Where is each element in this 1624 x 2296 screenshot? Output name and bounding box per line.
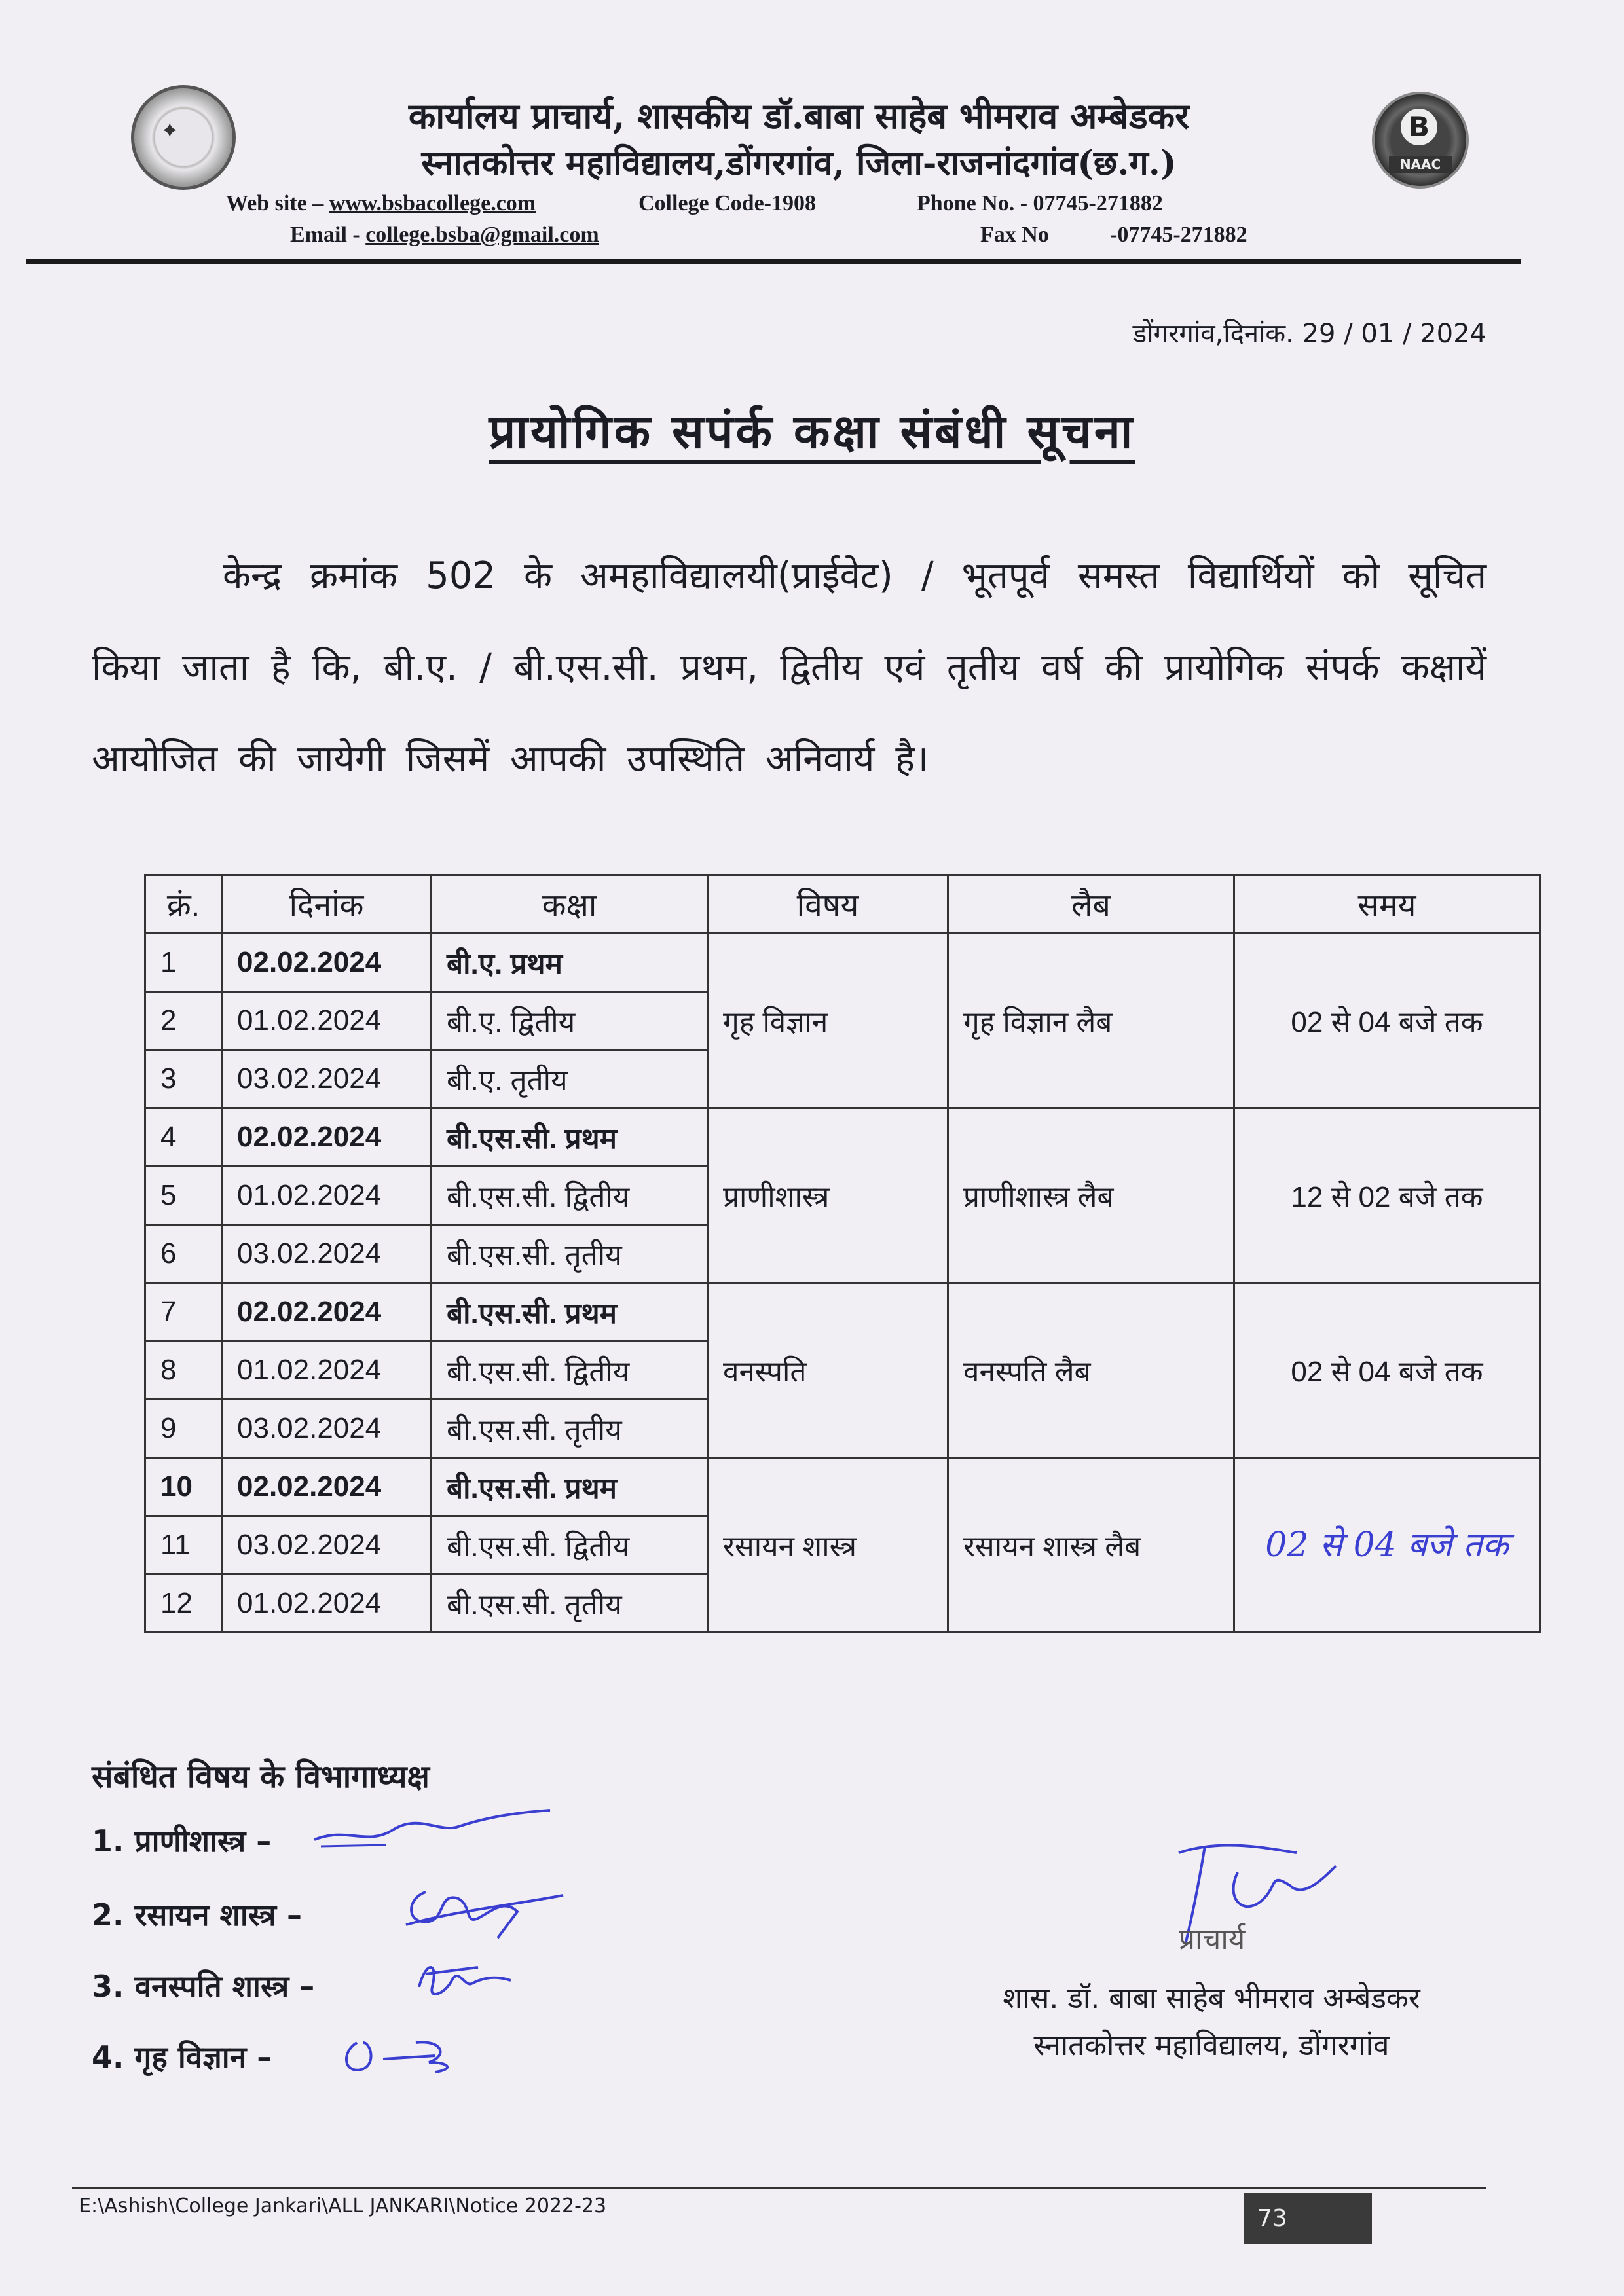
row-subject: प्राणीशास्त्र [708, 1108, 948, 1283]
row-number: 12 [145, 1575, 222, 1633]
table-row [145, 934, 1540, 992]
email-row [290, 223, 599, 247]
header-divider [26, 259, 1521, 264]
row-class: बी.ए. द्वितीय [432, 992, 708, 1050]
header-cell: समय [1234, 875, 1540, 934]
email-label: Email - [290, 223, 360, 247]
principal-line-2: स्नातकोत्तर महाविद्यालय, डोंगरगांव [1033, 2029, 1390, 2062]
row-lab: गृह विज्ञान लैब [948, 934, 1234, 1108]
notice-paragraph: केन्द्र क्रमांक 502 के अमहाविद्यालयी(प्राईवेट) / भूतपूर्व समस्त विद्यार्थियों को सूचित किया जाता है कि, बी.ए. / बी.एस.सी. प्रथम, द्वितीय एवं तृतीय वर्ष की प्रायोगिक संपर्क कक्षायें आयोजित की जायेगी जिसमें आपकी उपस्थिति अनिवार्य है। [92, 555, 1486, 780]
row-class: बी.एस.सी. द्वितीय [432, 1341, 708, 1400]
signature-zoology [308, 1800, 557, 1859]
header-cell: दिनांक [222, 875, 432, 934]
principal-line-1: शास. डॉ. बाबा साहेब भीमराव अम्बेडकर [1003, 1982, 1420, 2015]
table-header-row [145, 875, 1540, 934]
principal-role: प्राचार्य [1179, 1923, 1246, 1956]
row-class: बी.एस.सी. प्रथम [432, 1458, 708, 1516]
row-number: 4 [145, 1108, 222, 1167]
table-row [145, 1283, 1540, 1341]
department-item: 2. रसायन शास्त्र – [92, 1897, 303, 1933]
header-cell: लैब [948, 875, 1234, 934]
row-date: 01.02.2024 [222, 992, 432, 1050]
row-lab: वनस्पति लैब [948, 1283, 1234, 1458]
department-item: 1. प्राणीशास्त्र – [92, 1823, 272, 1859]
phone: Phone No. - 07745-271882 [917, 191, 1163, 215]
row-number: 3 [145, 1050, 222, 1108]
row-date: 03.02.2024 [222, 1400, 432, 1458]
row-subject: वनस्पति [708, 1283, 948, 1458]
header-cell: क्रं. [145, 875, 222, 934]
row-date: 02.02.2024 [222, 1283, 432, 1341]
row-date: 01.02.2024 [222, 1575, 432, 1633]
footer-divider [72, 2187, 1486, 2189]
footer-file-path: E:\Ashish\College Jankari\ALL JANKARI\Notice 2022-23 [79, 2195, 607, 2217]
row-time: 02 से 04 बजे तक [1234, 1283, 1540, 1458]
row-class: बी.ए. तृतीय [432, 1050, 708, 1108]
row-date: 03.02.2024 [222, 1225, 432, 1283]
row-subject: रसायन शास्त्र [708, 1458, 948, 1633]
row-number: 6 [145, 1225, 222, 1283]
schedule-table [144, 874, 1541, 1633]
signature-chemistry [399, 1872, 570, 1944]
website-link[interactable]: www.bsbacollege.com [329, 191, 536, 215]
naac-grade: B [1401, 109, 1437, 145]
row-subject: गृह विज्ञान [708, 934, 948, 1108]
page-number: 73 [1244, 2193, 1372, 2244]
row-lab: प्राणीशास्त्र लैब [948, 1108, 1234, 1283]
fax: -07745-271882 [1110, 223, 1247, 247]
signature-home-science [337, 2023, 488, 2082]
row-number: 5 [145, 1167, 222, 1225]
naac-label: NAAC [1389, 156, 1452, 173]
row-class: बी.ए. प्रथम [432, 934, 708, 992]
table-row [145, 1108, 1540, 1167]
row-date: 03.02.2024 [222, 1516, 432, 1575]
row-number: 8 [145, 1341, 222, 1400]
email-link[interactable]: college.bsba@gmail.com [365, 223, 599, 247]
website-row [226, 191, 536, 216]
row-class: बी.एस.सी. तृतीय [432, 1575, 708, 1633]
row-number: 9 [145, 1400, 222, 1458]
row-date: 02.02.2024 [222, 1108, 432, 1167]
department-item: 3. वनस्पति शास्त्र – [92, 1969, 315, 2004]
departments-heading: संबंधित विषय के विभागाध्यक्ष [92, 1758, 430, 1795]
row-number: 11 [145, 1516, 222, 1575]
row-date: 03.02.2024 [222, 1050, 432, 1108]
row-date: 02.02.2024 [222, 1458, 432, 1516]
row-date: 01.02.2024 [222, 1341, 432, 1400]
table-row [145, 1458, 1540, 1516]
website-label: Web site – [226, 191, 324, 215]
college-logo: ✦ [131, 85, 236, 190]
row-class: बी.एस.सी. प्रथम [432, 1108, 708, 1167]
notice-title: प्रायोगिक सपंर्क कक्षा संबंधी सूचना [489, 404, 1135, 459]
header-line-2: स्नातकोत्तर महाविद्यालय,डोंगरगांव, जिला-राजनांदगांव(छ.ग.) [421, 143, 1177, 183]
row-date: 01.02.2024 [222, 1167, 432, 1225]
header-cell: विषय [708, 875, 948, 934]
signature-botany [406, 1948, 517, 2013]
college-code: College Code-1908 [638, 191, 817, 215]
row-time: 12 से 02 बजे तक [1234, 1108, 1540, 1283]
notice-date: डोंगरगांव,दिनांक. 29 / 01 / 2024 [1132, 319, 1486, 349]
row-class: बी.एस.सी. तृतीय [432, 1400, 708, 1458]
naac-badge [1372, 92, 1469, 189]
row-time: 02 से 04 बजे तक [1234, 934, 1540, 1108]
row-class: बी.एस.सी. तृतीय [432, 1225, 708, 1283]
row-time-handwritten: 02 से 04 बजे तक [1234, 1458, 1540, 1633]
department-item: 4. गृह विज्ञान – [92, 2039, 272, 2075]
row-class: बी.एस.सी. द्वितीय [432, 1516, 708, 1575]
row-class: बी.एस.सी. प्रथम [432, 1283, 708, 1341]
row-class: बी.एस.सी. द्वितीय [432, 1167, 708, 1225]
header-cell: कक्षा [432, 875, 708, 934]
row-number: 2 [145, 992, 222, 1050]
row-number: 10 [145, 1458, 222, 1516]
row-number: 1 [145, 934, 222, 992]
row-number: 7 [145, 1283, 222, 1341]
fax-label: Fax No [980, 223, 1049, 247]
header-line-1: कार्यालय प्राचार्य, शासकीय डॉ.बाबा साहेब भीमराव अम्बेडकर [408, 95, 1190, 137]
row-date: 02.02.2024 [222, 934, 432, 992]
row-lab: रसायन शास्त्र लैब [948, 1458, 1234, 1633]
